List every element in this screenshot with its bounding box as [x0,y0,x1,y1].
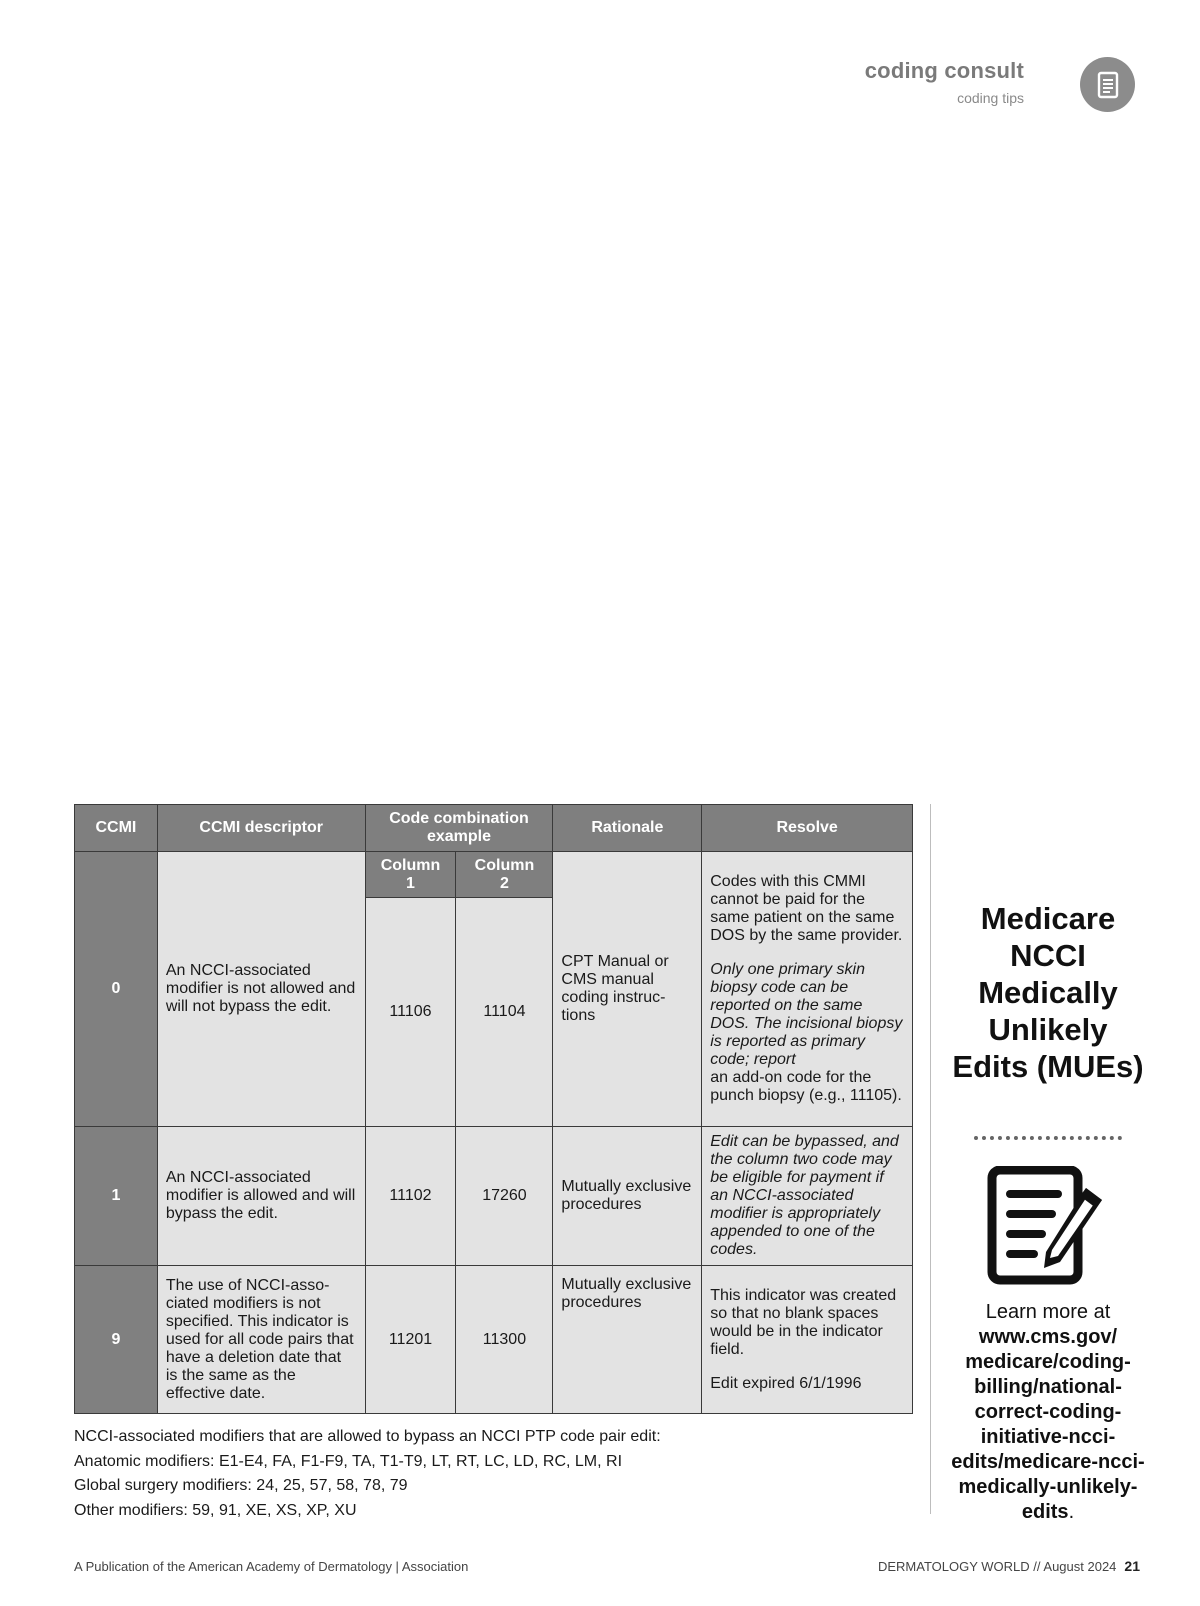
document-icon [1080,57,1135,112]
note-line: Anatomic modifiers: E1-E4, FA, F1-F9, TA, T1-T9, LT, RT, LC, LD, RC, LM, RI [74,1452,623,1470]
ccmi-descriptor: An NCCI-associated modifier is allowed and will bypass the edit. [157,1127,365,1266]
notepad-pencil-icon [986,1166,1110,1286]
resolve-tail: an add-on code for the punch biopsy (e.g., 11105). [710,1069,902,1104]
resolve [702,1266,913,1414]
header-resolve: Resolve [702,805,913,852]
ccmi-value: 1 [75,1127,158,1266]
header-code-example: Code combination example [365,805,553,852]
column-2-code: 11300 [456,1266,553,1414]
dotted-divider [974,1136,1122,1140]
column-2-code: 11104 [456,898,553,1127]
footer-issue [878,1558,1140,1574]
column-2-code: 17260 [456,1127,553,1266]
footer-publication: A Publication of the American Academy of Dermatology | Association [74,1559,469,1574]
resolve-text: Codes with this CMMI cannot be paid for the same patient on the same DOS by the same provider. [710,873,903,944]
rationale: Mutually exclusive procedures [553,1266,702,1414]
header-ccmi: CCMI [75,805,158,852]
header-column-2: Column 2 [456,852,553,898]
modifier-notes [74,1425,661,1523]
section-header [865,58,1024,106]
sidebar-divider [930,804,931,1514]
ccmi-descriptor: An NCCI-associated modifier is not allowed and will not bypass the edit. [157,852,365,1127]
column-1-code: 11106 [365,898,456,1127]
note-line: NCCI-associated modifiers that are allowed to bypass an NCCI PTP code pair edit: [74,1428,661,1445]
ccmi-value: 0 [75,852,158,1127]
ccmi-value: 9 [75,1266,158,1414]
page-number: 21 [1124,1558,1140,1574]
footer-issue-label: DERMATOLOGY WORLD // August 2024 [877,1559,1117,1574]
header-rationale: Rationale [553,805,702,852]
resolve-italic: Edit can be bypassed, and the column two code may be eligible for payment if an NCCI-associated modifier is appropriately appended to one of the codes. [702,1127,913,1266]
column-1-code: 11102 [365,1127,456,1266]
header-descriptor: CCMI descriptor [157,805,365,852]
resolve-text: This indicator was created so that no blank spaces would be in the indicator field. [710,1286,897,1358]
rationale: Mutually exclusive procedures [553,1127,702,1266]
header-column-1: Column 1 [365,852,456,898]
resolve [702,852,913,1127]
ccmi-descriptor: The use of NCCI-associated modifiers is not specified. This indicator is used for all code pairs that have a deletion date that is the same as the effective date. [157,1266,365,1414]
note-line: Global surgery modifiers: 24, 25, 57, 58, 78, 79 [74,1477,408,1494]
rationale: CPT Manual or CMS manual coding instructions [553,852,702,1127]
column-1-code: 11201 [365,1266,456,1414]
learn-more-period: . [1068,1501,1075,1523]
cms-link[interactable]: www.cms.gov/ medicare/coding-billing/national-correct-coding-initiative-ncci-edits/medicare-ncci-medically-unlikely-edits [951,1326,1145,1523]
learn-more-prefix: Learn more at [985,1301,1111,1323]
section-subtitle: coding tips [957,90,1024,106]
section-title: coding consult [864,58,1024,83]
learn-more [950,1300,1146,1525]
sidebar-title: Medicare NCCI Medically Unlikely Edits (MUEs) [952,901,1144,1084]
resolve-tail: Edit expired 6/1/1996 [710,1374,862,1392]
resolve-italic: Only one primary skin biopsy code can be reported on the same DOS. The incisional biopsy is reported as primary code; report [710,961,903,1068]
ccmi-table [74,804,913,1414]
note-line: Other modifiers: 59, 91, XE, XS, XP, XU [74,1501,357,1519]
